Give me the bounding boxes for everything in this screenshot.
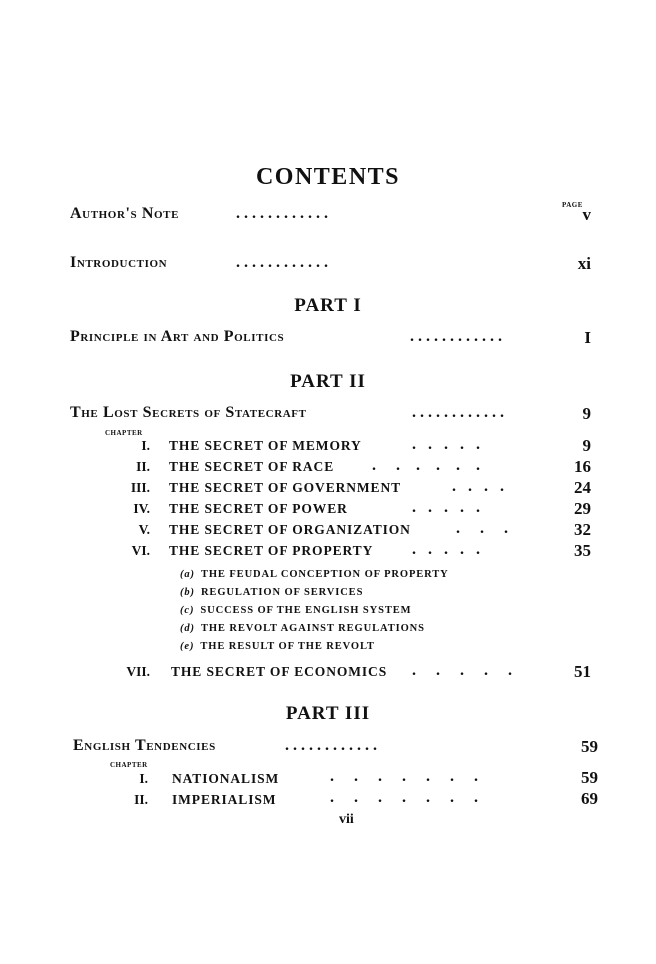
subsection-label: (d)	[180, 623, 195, 634]
page-number: 59	[581, 737, 598, 756]
leader-dots: . . . . . . . . . . . .	[285, 737, 377, 754]
leader-dots: . . . . .	[412, 662, 512, 679]
part-heading-2: PART II	[290, 371, 366, 392]
toc-entry-english-tendencies: English Tendencies	[73, 737, 216, 754]
subsection-title: REGULATION OF SERVICES	[200, 587, 364, 598]
subsection-label: (e)	[180, 641, 195, 652]
page-number: 9	[582, 436, 591, 455]
page-title: CONTENTS	[255, 164, 401, 190]
leader-dots: . . . . . . .	[330, 768, 478, 785]
subsection-item	[180, 605, 411, 616]
subsection-item	[180, 587, 363, 598]
subsection-item	[180, 569, 449, 580]
chapter-number: I.	[141, 438, 150, 453]
chapter-title: THE SECRET OF ECONOMICS	[171, 664, 388, 679]
chapter-number: VII.	[126, 664, 150, 679]
chapter-title: THE SECRET OF GOVERNMENT	[169, 480, 402, 495]
chapter-number: I.	[139, 771, 148, 786]
page-number: 35	[574, 541, 591, 560]
chapter-title: THE SECRET OF RACE	[169, 459, 335, 474]
page-number: 59	[581, 768, 598, 787]
chapter-title: THE SECRET OF PROPERTY	[169, 543, 374, 558]
chapter-number: III.	[130, 480, 150, 495]
chapter-title: THE SECRET OF POWER	[169, 501, 348, 516]
chapter-number: VI.	[131, 543, 150, 558]
page-number: 29	[574, 499, 591, 518]
subsection-item	[180, 623, 425, 634]
part-heading-3: PART III	[285, 703, 371, 724]
leader-dots: . . . . .	[412, 499, 480, 516]
folio: vii	[339, 812, 354, 827]
leader-dots: . . .	[456, 520, 508, 537]
page-number: 32	[574, 520, 591, 539]
part-heading-1: PART I	[294, 295, 362, 316]
toc-entry-introduction: Introduction	[70, 254, 168, 271]
chapter-number: IV.	[133, 501, 150, 516]
leader-dots: . . . . . .	[372, 457, 480, 474]
toc-entry-principle: Principle in Art and Politics	[70, 328, 285, 345]
chapter-title: THE SECRET OF MEMORY	[169, 438, 362, 453]
leader-dots: . . . . . . . . . . . .	[412, 404, 504, 421]
chapter-title: IMPERIALISM	[172, 792, 277, 807]
page-number: 24	[574, 478, 591, 497]
leader-dots: . . . . . . . . . . . .	[410, 328, 502, 345]
chapter-number: II.	[136, 459, 150, 474]
toc-entry-authors-note: Author's Note	[70, 205, 180, 222]
chapter-title: NATIONALISM	[172, 771, 280, 786]
page-number: 69	[581, 789, 598, 808]
page-number: 51	[574, 662, 591, 681]
subsection-label: (a)	[180, 569, 195, 580]
leader-dots: . . . . . . . . . . . .	[236, 205, 328, 222]
leader-dots: . . . . . . .	[330, 789, 478, 806]
chapter-title: THE SECRET OF ORGANIZATION	[169, 522, 411, 537]
subsection-title: SUCCESS OF THE ENGLISH SYSTEM	[200, 605, 412, 616]
page-number: 9	[582, 404, 591, 423]
chapter-label: CHAPTER	[105, 429, 143, 437]
page-column-label: PAGE	[562, 201, 583, 209]
chapter-number: V.	[138, 522, 150, 537]
page-number: v	[582, 205, 591, 224]
chapter-label: CHAPTER	[110, 761, 148, 769]
leader-dots: . . . . . . . . . . . .	[236, 254, 328, 271]
subsection-item	[180, 641, 375, 652]
page-number: I	[584, 328, 591, 347]
leader-dots: . . . .	[452, 478, 504, 495]
page-number: 16	[574, 457, 591, 476]
page-number: xi	[577, 254, 591, 273]
subsection-title: THE RESULT OF THE REVOLT	[200, 641, 375, 652]
subsection-title: THE REVOLT AGAINST REGULATIONS	[200, 623, 425, 634]
subsection-label: (c)	[180, 605, 195, 616]
toc-entry-lost-secrets: The Lost Secrets of Statecraft	[70, 404, 307, 421]
chapter-number: II.	[134, 792, 148, 807]
leader-dots: . . . . .	[412, 541, 480, 558]
leader-dots: . . . . .	[412, 436, 480, 453]
subsection-title: THE FEUDAL CONCEPTION OF PROPERTY	[200, 569, 449, 580]
subsection-label: (b)	[180, 587, 195, 598]
